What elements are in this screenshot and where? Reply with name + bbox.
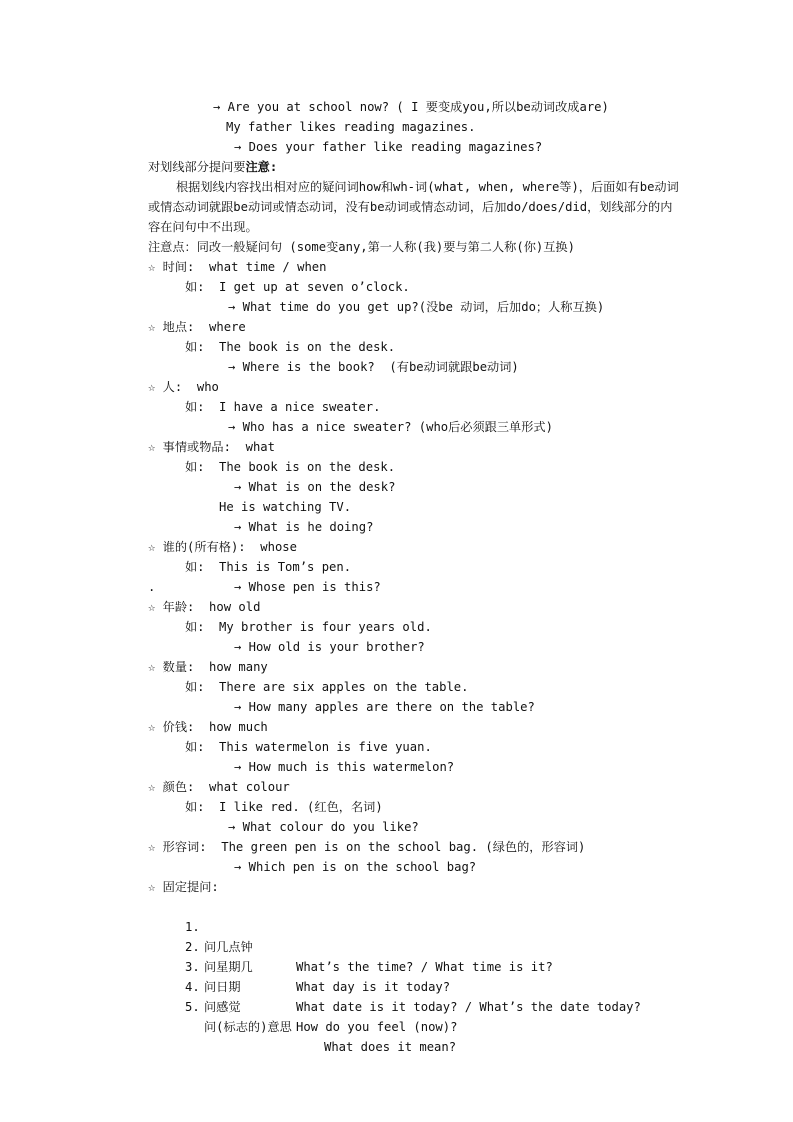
fixed-question-number: 3.	[185, 960, 200, 974]
item-quantity-label: ☆ 数量: how many	[148, 660, 268, 674]
fixed-question-chinese: 问日期	[204, 980, 241, 994]
item-price-answer: → How much is this watermelon?	[234, 760, 455, 774]
fixed-question-english: What’s the time? / What time is it?	[296, 960, 553, 974]
item-place-example: The book is on the desk.	[219, 340, 396, 354]
fixed-question-number: 5.	[185, 1000, 200, 1014]
item-person-example-prefix: 如:	[185, 400, 205, 414]
item-colour-example: I like red. (红色，名词)	[219, 800, 383, 814]
item-person-example: I have a nice sweater.	[219, 400, 381, 414]
section-heading	[148, 157, 277, 177]
fixed-question-chinese: 问星期几	[204, 960, 253, 974]
item-whose-example: This is Tom’s pen.	[219, 560, 352, 574]
item-age-example: My brother is four years old.	[219, 620, 432, 634]
item-person-answer: → Who has a nice sweater? (who后必须跟三单形式)	[228, 420, 553, 434]
fixed-question-english: What date is it today? / What’s the date today?	[296, 1000, 641, 1014]
item-price-example: This watermelon is five yuan.	[219, 740, 432, 754]
item-time-example: I get up at seven o’clock.	[219, 280, 410, 294]
item-age-answer: → How old is your brother?	[234, 640, 425, 654]
section-heading-prefix: 对划线部分提问要	[148, 160, 246, 174]
intro-line-2: My father likes reading magazines.	[226, 120, 476, 134]
item-thing-example: The book is on the desk.	[219, 460, 396, 474]
item-adjective-answer: → Which pen is on the school bag?	[234, 860, 477, 874]
item-colour-example-prefix: 如:	[185, 800, 205, 814]
item-colour-answer: → What colour do you like?	[228, 820, 419, 834]
item-whose-label: ☆ 谁的(所有格): whose	[148, 540, 297, 554]
item-whose-answer: → Whose pen is this?	[234, 580, 381, 594]
fixed-question-english: What does it mean?	[324, 1040, 457, 1054]
fixed-question-english: What day is it today?	[296, 980, 451, 994]
item-place-example-prefix: 如:	[185, 340, 205, 354]
fixed-question-number: 2.	[185, 940, 200, 954]
item-age-example-prefix: 如:	[185, 620, 205, 634]
item-quantity-answer: → How many apples are there on the table?	[234, 700, 535, 714]
item-thing-answer: → What is on the desk?	[234, 480, 396, 494]
item-adjective-label: ☆ 形容词: The green pen is on the school bag. (绿色的，形容词)	[148, 840, 586, 854]
fixed-question-number: 4.	[185, 980, 200, 994]
item-place-answer: → Where is the book? (有be动词就跟be动词)	[228, 360, 519, 374]
item-quantity-example: There are six apples on the table.	[219, 680, 469, 694]
note-line: 注意点：同改一般疑问句 (some变any,第一人称(我)要与第二人称(你)互换)	[148, 240, 575, 254]
fixed-question-chinese: 问(标志的)意思	[204, 1020, 292, 1034]
item-price-label: ☆ 价钱: how much	[148, 720, 268, 734]
fixed-question-number: 1.	[185, 920, 200, 934]
item-time-answer: → What time do you get up?(没be 动词，后加do；人称互换)	[228, 300, 605, 314]
rule-paragraph: 根据划线内容找出相对应的疑问词how和wh-词(what, when, where等)，后面如有be动词或情态动词就跟be动词或情态动词，没有be动词或情态动词，后加do/does/did，划线部分的内容在问句中不出现。	[148, 180, 679, 234]
fixed-question-english: How do you feel (now)?	[296, 1020, 458, 1034]
item-thing-example-prefix: 如:	[185, 460, 205, 474]
intro-line-3: → Does your father like reading magazines?	[234, 140, 543, 154]
item-whose-dot: .	[148, 580, 156, 594]
item-person-label: ☆ 人: who	[148, 380, 219, 394]
item-time-example-prefix: 如:	[185, 280, 205, 294]
item-thing-example-2: He is watching TV.	[219, 500, 352, 514]
item-quantity-example-prefix: 如:	[185, 680, 205, 694]
item-place-label: ☆ 地点: where	[148, 320, 246, 334]
item-price-example-prefix: 如:	[185, 740, 205, 754]
item-colour-label: ☆ 颜色: what colour	[148, 780, 290, 794]
item-age-label: ☆ 年龄: how old	[148, 600, 261, 614]
fixed-questions-label: ☆ 固定提问:	[148, 880, 219, 894]
item-whose-example-prefix: 如:	[185, 560, 205, 574]
item-thing-label: ☆ 事情或物品: what	[148, 440, 275, 454]
fixed-question-chinese: 问感觉	[204, 1000, 241, 1014]
section-heading-bold: 注意:	[245, 160, 278, 174]
intro-line-1: → Are you at school now? ( I 要变成you,所以be动词改成are)	[213, 100, 609, 114]
item-time-label: ☆ 时间: what time / when	[148, 260, 327, 274]
item-thing-answer-2: → What is he doing?	[234, 520, 374, 534]
fixed-question-chinese: 问几点钟	[204, 940, 253, 954]
